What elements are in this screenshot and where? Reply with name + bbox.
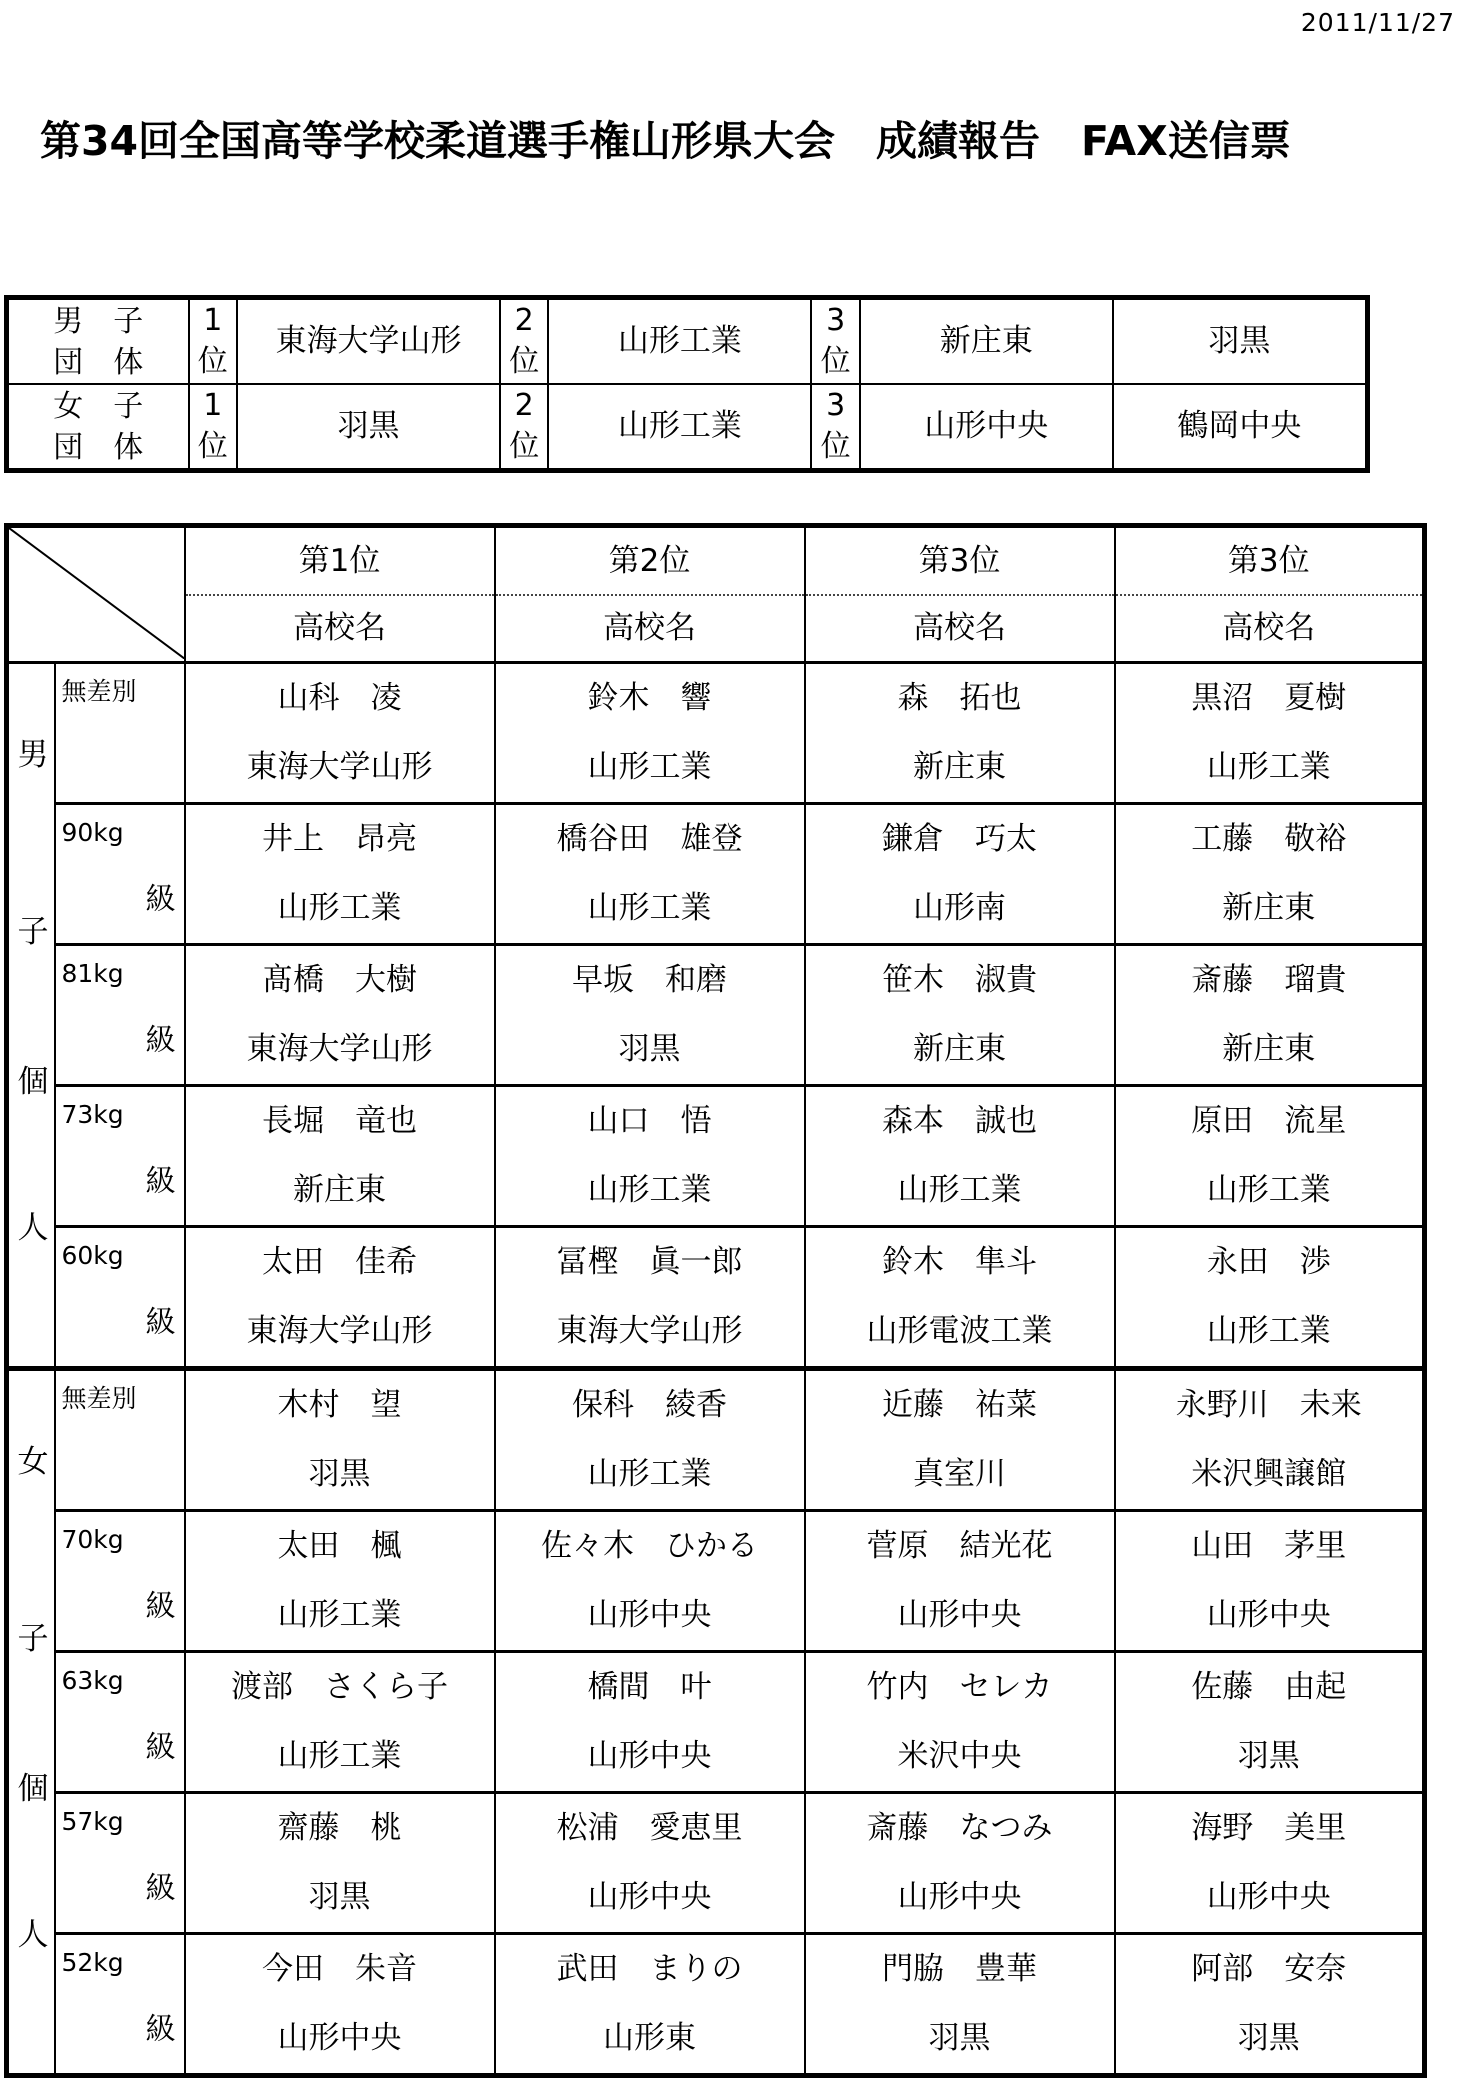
table-row — [7, 1722, 1425, 1793]
athlete-school: 米沢興譲館 — [1115, 1440, 1425, 1511]
table-row — [7, 1934, 1425, 2005]
athlete-name: 永田 渉 — [1115, 1227, 1425, 1298]
header-row-school — [7, 595, 1425, 663]
header-place-2: 第2位 — [495, 526, 805, 596]
team-place-label — [189, 298, 238, 385]
weight-class-name: 81kg — [61, 959, 124, 988]
weight-class-cell — [55, 663, 185, 804]
athlete-school: 羽黒 — [185, 1440, 495, 1511]
athlete-school: 山形中央 — [495, 1581, 805, 1652]
team-category-line1: 男 子 — [53, 304, 144, 339]
athlete-school: 山形工業 — [805, 1156, 1115, 1227]
weight-class-name: 70kg — [61, 1525, 124, 1554]
athlete-school: 新庄東 — [1115, 874, 1425, 945]
athlete-name: 鈴木 響 — [495, 663, 805, 734]
athlete-school: 山形工業 — [495, 733, 805, 804]
place-number: 2 — [514, 388, 534, 423]
athlete-school: 山形工業 — [495, 874, 805, 945]
athlete-name: 工藤 敬裕 — [1115, 804, 1425, 875]
place-unit: 位 — [509, 343, 540, 379]
athlete-name: 門脇 豊華 — [805, 1934, 1115, 2005]
place-number: 3 — [826, 303, 846, 338]
weight-class-name: 57kg — [61, 1807, 124, 1836]
weight-class-cell — [55, 1934, 185, 2076]
athlete-school: 真室川 — [805, 1440, 1115, 1511]
page-title: 第34回全国高等学校柔道選手権山形県大会 成績報告 FAX送信票 — [40, 117, 1291, 165]
place-number: 1 — [203, 388, 223, 423]
athlete-name: 山田 茅里 — [1115, 1511, 1425, 1582]
athlete-school: 山形工業 — [495, 1440, 805, 1511]
team-place-label — [811, 384, 860, 471]
athlete-school: 新庄東 — [805, 733, 1115, 804]
athlete-school: 山形中央 — [495, 1722, 805, 1793]
athlete-name: 太田 楓 — [185, 1511, 495, 1582]
athlete-school: 羽黒 — [1115, 1722, 1425, 1793]
place-number: 1 — [203, 303, 223, 338]
athlete-name: 山口 悟 — [495, 1086, 805, 1157]
weight-class-suffix: 級 — [145, 1163, 176, 1199]
weight-class-name: 90kg — [61, 818, 124, 847]
weight-class-cell — [55, 1652, 185, 1793]
table-row — [7, 1511, 1425, 1582]
weight-class-cell — [55, 1227, 185, 1369]
sex-label-char: 人 — [17, 1210, 49, 1246]
team-row — [7, 298, 1368, 385]
header-row-place — [7, 526, 1425, 596]
athlete-name: 斎藤 なつみ — [805, 1793, 1115, 1864]
table-row — [7, 1227, 1425, 1298]
weight-class-name: 73kg — [61, 1100, 124, 1129]
sex-label-char: 子 — [17, 1621, 49, 1657]
athlete-name: 橋谷田 雄登 — [495, 804, 805, 875]
athlete-name: 竹内 セレカ — [805, 1652, 1115, 1723]
athlete-name: 保科 綾香 — [495, 1369, 805, 1441]
men-individual-label — [7, 663, 55, 1369]
table-row — [7, 1793, 1425, 1864]
sex-label-char: 人 — [17, 1917, 49, 1953]
athlete-name: 近藤 祐菜 — [805, 1369, 1115, 1441]
header-school-2: 高校名 — [495, 595, 805, 663]
team-results-table — [4, 295, 1370, 473]
weight-class-name: 60kg — [61, 1241, 124, 1270]
athlete-name: 渡部 さくら子 — [185, 1652, 495, 1723]
place-number: 2 — [514, 303, 534, 338]
table-row — [7, 1086, 1425, 1157]
weight-class-suffix: 級 — [145, 1022, 176, 1058]
team-category-line1: 女 子 — [53, 389, 144, 424]
athlete-name: 長堀 竜也 — [185, 1086, 495, 1157]
table-row — [7, 2004, 1425, 2076]
athlete-school: 東海大学山形 — [185, 1015, 495, 1086]
athlete-name: 齋藤 桃 — [185, 1793, 495, 1864]
table-row — [7, 1156, 1425, 1227]
athlete-name: 海野 美里 — [1115, 1793, 1425, 1864]
team-category-label — [7, 298, 189, 385]
athlete-name: 永野川 未来 — [1115, 1369, 1425, 1441]
athlete-name: 佐藤 由起 — [1115, 1652, 1425, 1723]
athlete-school: 東海大学山形 — [185, 1297, 495, 1369]
weight-class-suffix: 級 — [145, 1304, 176, 1340]
table-row — [7, 1652, 1425, 1723]
athlete-school: 山形中央 — [805, 1581, 1115, 1652]
athlete-name: 松浦 愛恵里 — [495, 1793, 805, 1864]
sex-label-char: 男 — [17, 737, 49, 773]
team-third-school-a: 山形中央 — [860, 384, 1113, 471]
athlete-name: 斎藤 瑠貴 — [1115, 945, 1425, 1016]
header-place-3a: 第3位 — [805, 526, 1115, 596]
athlete-school: 羽黒 — [805, 2004, 1115, 2076]
header-place-3b: 第3位 — [1115, 526, 1425, 596]
athlete-school: 山形工業 — [1115, 733, 1425, 804]
athlete-school: 山形中央 — [1115, 1863, 1425, 1934]
team-first-school: 羽黒 — [237, 384, 500, 471]
athlete-name: 冨樫 眞一郎 — [495, 1227, 805, 1298]
athlete-school: 羽黒 — [495, 1015, 805, 1086]
athlete-school: 新庄東 — [1115, 1015, 1425, 1086]
header-school-1: 高校名 — [185, 595, 495, 663]
athlete-school: 山形工業 — [1115, 1297, 1425, 1369]
table-row — [7, 804, 1425, 875]
athlete-school: 山形工業 — [185, 1581, 495, 1652]
athlete-school: 東海大学山形 — [495, 1297, 805, 1369]
weight-class-suffix: 級 — [145, 1870, 176, 1906]
athlete-name: 鎌倉 巧太 — [805, 804, 1115, 875]
sex-label-char: 女 — [17, 1444, 49, 1480]
corner-cell — [7, 526, 185, 663]
place-number: 3 — [826, 388, 846, 423]
sex-label-char: 子 — [17, 914, 49, 950]
athlete-school: 東海大学山形 — [185, 733, 495, 804]
weight-class-name: 63kg — [61, 1666, 124, 1695]
athlete-name: 笹木 淑貴 — [805, 945, 1115, 1016]
athlete-name: 早坂 和磨 — [495, 945, 805, 1016]
athlete-name: 森本 誠也 — [805, 1086, 1115, 1157]
weight-class-cell — [55, 804, 185, 945]
team-category-line2: 団 体 — [53, 429, 144, 465]
athlete-school: 山形工業 — [495, 1156, 805, 1227]
athlete-school: 羽黒 — [185, 1863, 495, 1934]
women-individual-label — [7, 1369, 55, 2076]
table-row — [7, 1863, 1425, 1934]
table-row — [7, 1581, 1425, 1652]
athlete-school: 山形南 — [805, 874, 1115, 945]
team-second-school: 山形工業 — [548, 298, 811, 385]
team-place-label — [500, 384, 549, 471]
place-unit: 位 — [197, 343, 228, 379]
athlete-school: 山形中央 — [1115, 1581, 1425, 1652]
athlete-school: 米沢中央 — [805, 1722, 1115, 1793]
team-second-school: 山形工業 — [548, 384, 811, 471]
weight-class-suffix: 級 — [145, 881, 176, 917]
weight-class-cell — [55, 1086, 185, 1227]
header-school-3b: 高校名 — [1115, 595, 1425, 663]
athlete-school: 新庄東 — [805, 1015, 1115, 1086]
table-row — [7, 1369, 1425, 1441]
weight-class-cell — [55, 1511, 185, 1652]
team-category-label — [7, 384, 189, 471]
team-category-line2: 団 体 — [53, 344, 144, 380]
athlete-name: 髙橋 大樹 — [185, 945, 495, 1016]
weight-class-name: 52kg — [61, 1948, 124, 1977]
weight-class-name: 無差別 — [61, 677, 137, 706]
athlete-school: 山形工業 — [185, 874, 495, 945]
report-date: 2011/11/27 — [1300, 8, 1455, 37]
athlete-school: 山形中央 — [805, 1863, 1115, 1934]
weight-class-name: 無差別 — [61, 1384, 137, 1413]
athlete-name: 菅原 結光花 — [805, 1511, 1115, 1582]
athlete-name: 阿部 安奈 — [1115, 1934, 1425, 2005]
team-third-school-a: 新庄東 — [860, 298, 1113, 385]
weight-class-cell — [55, 945, 185, 1086]
weight-class-suffix: 級 — [145, 1588, 176, 1624]
athlete-school: 山形中央 — [495, 1863, 805, 1934]
table-row — [7, 1440, 1425, 1511]
team-third-school-b: 鶴岡中央 — [1113, 384, 1368, 471]
athlete-name: 山科 凌 — [185, 663, 495, 734]
weight-class-suffix: 級 — [145, 2011, 176, 2047]
sex-label-char: 個 — [17, 1771, 49, 1807]
athlete-school: 山形中央 — [185, 2004, 495, 2076]
table-row — [7, 874, 1425, 945]
place-unit: 位 — [820, 343, 851, 379]
place-unit: 位 — [509, 428, 540, 464]
athlete-name: 武田 まりの — [495, 1934, 805, 2005]
athlete-school: 山形電波工業 — [805, 1297, 1115, 1369]
team-place-label — [189, 384, 238, 471]
team-first-school: 東海大学山形 — [237, 298, 500, 385]
team-row — [7, 384, 1368, 471]
table-row — [7, 1015, 1425, 1086]
athlete-name: 木村 望 — [185, 1369, 495, 1441]
weight-class-suffix: 級 — [145, 1729, 176, 1765]
athlete-name: 黒沼 夏樹 — [1115, 663, 1425, 734]
team-place-label — [811, 298, 860, 385]
athlete-school: 新庄東 — [185, 1156, 495, 1227]
athlete-name: 原田 流星 — [1115, 1086, 1425, 1157]
weight-class-cell — [55, 1793, 185, 1934]
team-place-label — [500, 298, 549, 385]
header-school-3a: 高校名 — [805, 595, 1115, 663]
athlete-school: 山形工業 — [185, 1722, 495, 1793]
place-unit: 位 — [820, 428, 851, 464]
corner-diagonal — [9, 528, 185, 659]
team-third-school-b: 羽黒 — [1113, 298, 1368, 385]
athlete-name: 鈴木 隼斗 — [805, 1227, 1115, 1298]
sex-label-char: 個 — [17, 1064, 49, 1100]
athlete-school: 羽黒 — [1115, 2004, 1425, 2076]
weight-class-cell — [55, 1369, 185, 1511]
athlete-name: 森 拓也 — [805, 663, 1115, 734]
table-row — [7, 1297, 1425, 1369]
table-row — [7, 945, 1425, 1016]
athlete-school: 山形工業 — [1115, 1156, 1425, 1227]
athlete-name: 今田 朱音 — [185, 1934, 495, 2005]
athlete-name: 太田 佳希 — [185, 1227, 495, 1298]
athlete-name: 井上 昂亮 — [185, 804, 495, 875]
athlete-school: 山形東 — [495, 2004, 805, 2076]
header-place-1: 第1位 — [185, 526, 495, 596]
place-unit: 位 — [197, 428, 228, 464]
table-row — [7, 663, 1425, 734]
athlete-name: 佐々木 ひかる — [495, 1511, 805, 1582]
athlete-name: 橋間 叶 — [495, 1652, 805, 1723]
table-row — [7, 733, 1425, 804]
individual-results-table — [4, 523, 1427, 2078]
